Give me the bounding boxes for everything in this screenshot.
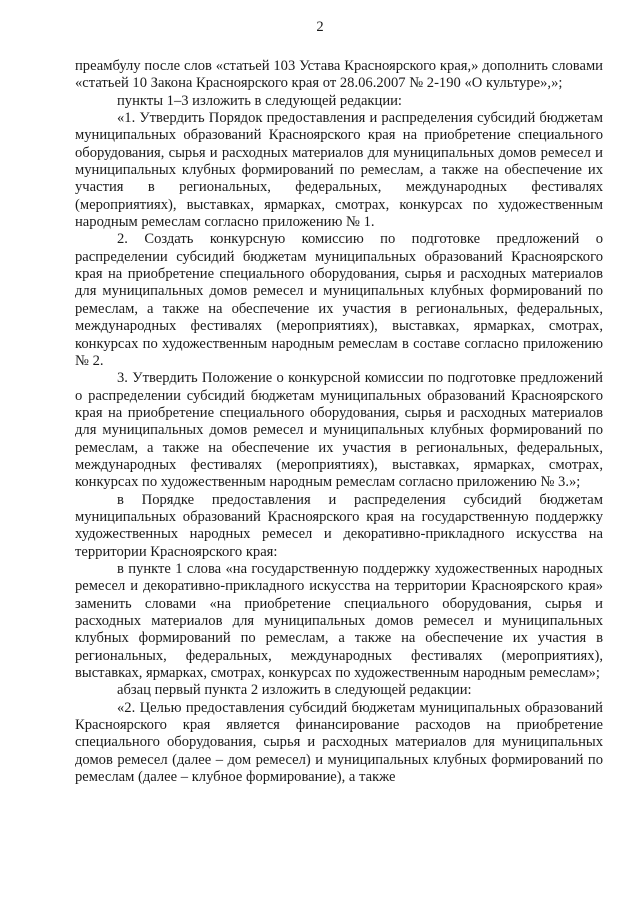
- paragraph-point-1: «1. Утвердить Порядок предоставления и распределения субсидий бюджетам муниципальных образований Красноярского края на приобретение специального оборудования, сырья и расходных материалов для муниципальных домов ремесел и муниципальных клубных формирований по ремеслам, а также на обеспечение их участия в региональных, федеральных, международных фестивалях (мероприятиях), выставках, ярмарках, смотрах, конкурсах по художественным народным ремеслам согласно приложению № 1.: [75, 110, 603, 231]
- page-number: 2: [316, 19, 324, 35]
- paragraph-clause-2-text: «2. Целью предоставления субсидий бюджетам муниципальных образований Красноярского края является финансирование расходов на приобретение специального оборудования, сырья и расходных материалов для муниципальных домов ремесел (далее – дом ремесел) и муниципальных клубных формирований по ремеслам (далее – клубное формирование), а также: [75, 699, 603, 786]
- paragraph-points-intro: пункты 1–3 изложить в следующей редакции:: [117, 92, 402, 109]
- paragraph-procedure-intro: в Порядке предоставления и распределения субсидий бюджетам муниципальных образований Красноярского края на государственную поддержку художественных народных ремесел и декоративно-прикладного искусства на территории Красноярского края:: [75, 491, 603, 560]
- paragraph-point-2: 2. Создать конкурсную комиссию по подготовке предложений о распределении субсидий бюджетам муниципальных образований Красноярского края на приобретение специального оборудования, сырья и расходных материалов для муниципальных домов ремесел и муниципальных клубных формирований по ремеслам, а также на обеспечение их участия в региональных, федеральных, международных фестивалях (мероприятиях), выставках, ярмарках, смотрах, конкурсах по художественным народным ремеслам в составе согласно приложению № 2.: [75, 231, 603, 369]
- paragraph-clause-1-replacement: в пункте 1 слова «на государственную поддержку художественных народных ремесел и декоративно-прикладного искусства на территории Красноярского края» заменить словами «на приобретение специального оборудования, сырья и расходных материалов для муниципальных домов ремесел и муниципальных клубных формирований по ремеслам, а также на обеспечение их участия в региональных, федеральных, международных фестивалях (мероприятиях), выставках, ярмарках, смотрах, конкурсах по художественным народным ремеслам»;: [75, 560, 603, 682]
- paragraph-clause-2-intro: абзац первый пункта 2 изложить в следующей редакции:: [117, 682, 472, 699]
- document-body: [75, 58, 603, 786]
- paragraph-preamble-amendment: преамбулу после слов «статьей 103 Устава Красноярского края,» дополнить словами «статьей 10 Закона Красноярского края от 28.06.2007 № 2-190 «О культуре»,»;: [75, 58, 603, 92]
- paragraph-point-3: 3. Утвердить Положение о конкурсной комиссии по подготовке предложений о распределении субсидий бюджетам муниципальных образований Красноярского края на приобретение специального оборудования, сырья и расходных материалов для муниципальных домов ремесел и муниципальных клубных формирований по ремеслам, а также на обеспечение их участия в региональных, федеральных, международных фестивалях (мероприятиях), выставках, ярмарках, смотрах, конкурсах по художественным народным ремеслам согласно приложению № 3.»;: [75, 370, 603, 491]
